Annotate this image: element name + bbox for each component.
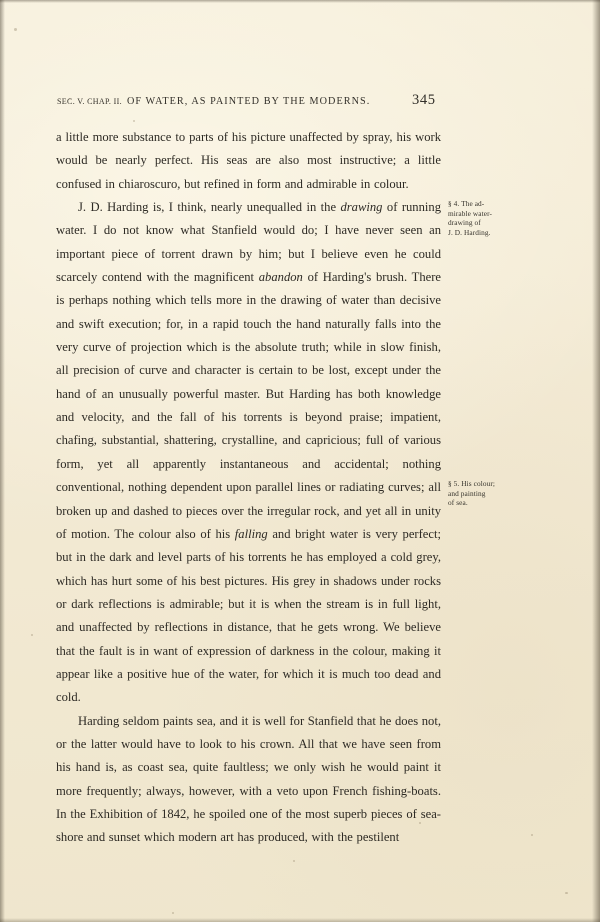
body-text-run: J. D. Harding is, I think, nearly unequalled in the	[78, 200, 341, 215]
body-text-column	[56, 126, 441, 850]
para-continued	[56, 126, 441, 196]
para-section-4	[56, 196, 441, 710]
running-head	[57, 96, 447, 112]
emphasised-text: falling	[234, 526, 268, 541]
scan-edge-top	[0, 0, 600, 3]
scan-edge-bottom	[0, 918, 600, 922]
emphasised-text: abandon	[258, 270, 303, 285]
paper-speck	[172, 912, 174, 914]
marginal-note-line: § 4. The ad-	[448, 199, 485, 208]
body-text-run: a little more substance to parts of his picture unaffected by spray, his work would be nearly perfect. His seas are also most instructive; a little confused in chiaroscuro, but refined in form and admirable in colour.	[56, 130, 441, 191]
marginal-note-line: J. D. Harding.	[448, 227, 491, 237]
paper-speck	[293, 860, 295, 862]
paper-speck	[565, 892, 568, 894]
scan-edge-right	[592, 0, 600, 922]
body-text-run: of Harding's brush. There is perhaps nothing which tells more in the drawing of water than decisive and swift execution; for, in a rapid touch the hand naturally falls into the very curve of projection which is the absolute truth; while in slow finish, all precision of curve and character is certain to be lost, except under the hand of an unusually powerful master. But Harding has both knowledge and velocity, and the fall of his torrents is beyond praise; impatient, chafing, substantial, shattering, crystalline, and capricious; full of various form, yet all apparently instantaneous and accidental; nothing conventional, nothing dependent upon parallel lines or radiating curves; all broken up and dashed to pieces over the irregular rock, and yet all in unity of motion. The colour also of his	[56, 270, 441, 541]
marginal-note-line: mirable water-	[448, 208, 492, 218]
body-text-run: of running water. I do not know what Stanfield would do; I have never seen an important piece of torrent drawn by him; but I believe even he could scarcely contend with the magnificent	[56, 200, 441, 285]
marginal-note-line: of sea.	[448, 498, 468, 508]
page-folio-number: 345	[412, 92, 436, 108]
paper-speck	[31, 634, 33, 636]
scan-edge-left	[0, 0, 5, 922]
marginal-note-section-5	[448, 479, 544, 508]
marginal-note-line: § 5. His colour;	[448, 479, 495, 488]
paper-speck	[531, 834, 533, 836]
running-head-section: SEC. V. CHAP. II.	[57, 97, 123, 106]
paper-speck	[14, 28, 17, 31]
marginal-note-section-4	[448, 199, 544, 237]
emphasised-text: drawing	[340, 200, 383, 215]
marginal-note-line: drawing of	[448, 218, 481, 228]
paper-speck	[133, 120, 135, 122]
running-head-title: OF WATER, AS PAINTED BY THE MODERNS.	[127, 96, 371, 107]
body-text-run: Harding seldom paints sea, and it is well for Stanfield that he does not, or the latter would have to look to his crown. All that we have seen from his hand is, as coast sea, quite faultless; we only wish he would paint it more frequently; always, however, with a veto upon French fishing-boats. In the Exhibition of 1842, he spoiled one of the most superb pieces of sea-shore and sunset which modern art has produced, with the pestilent	[56, 713, 441, 845]
marginal-note-line: and painting	[448, 488, 486, 498]
para-section-5	[56, 710, 441, 850]
body-text-run: and bright water is very perfect; but in the dark and level parts of his torrents he has employed a cold grey, which has hurt some of his best pictures. His grey in shadows under rocks or dark reflections is admirable; but it is when the stream is in full light, and unaffected by reflections in distance, that he gets wrong. We believe that the fault is in want of expression of darkness in the colour, making it appear like a positive hue of the water, for which it is much too dead and cold.	[56, 526, 441, 705]
